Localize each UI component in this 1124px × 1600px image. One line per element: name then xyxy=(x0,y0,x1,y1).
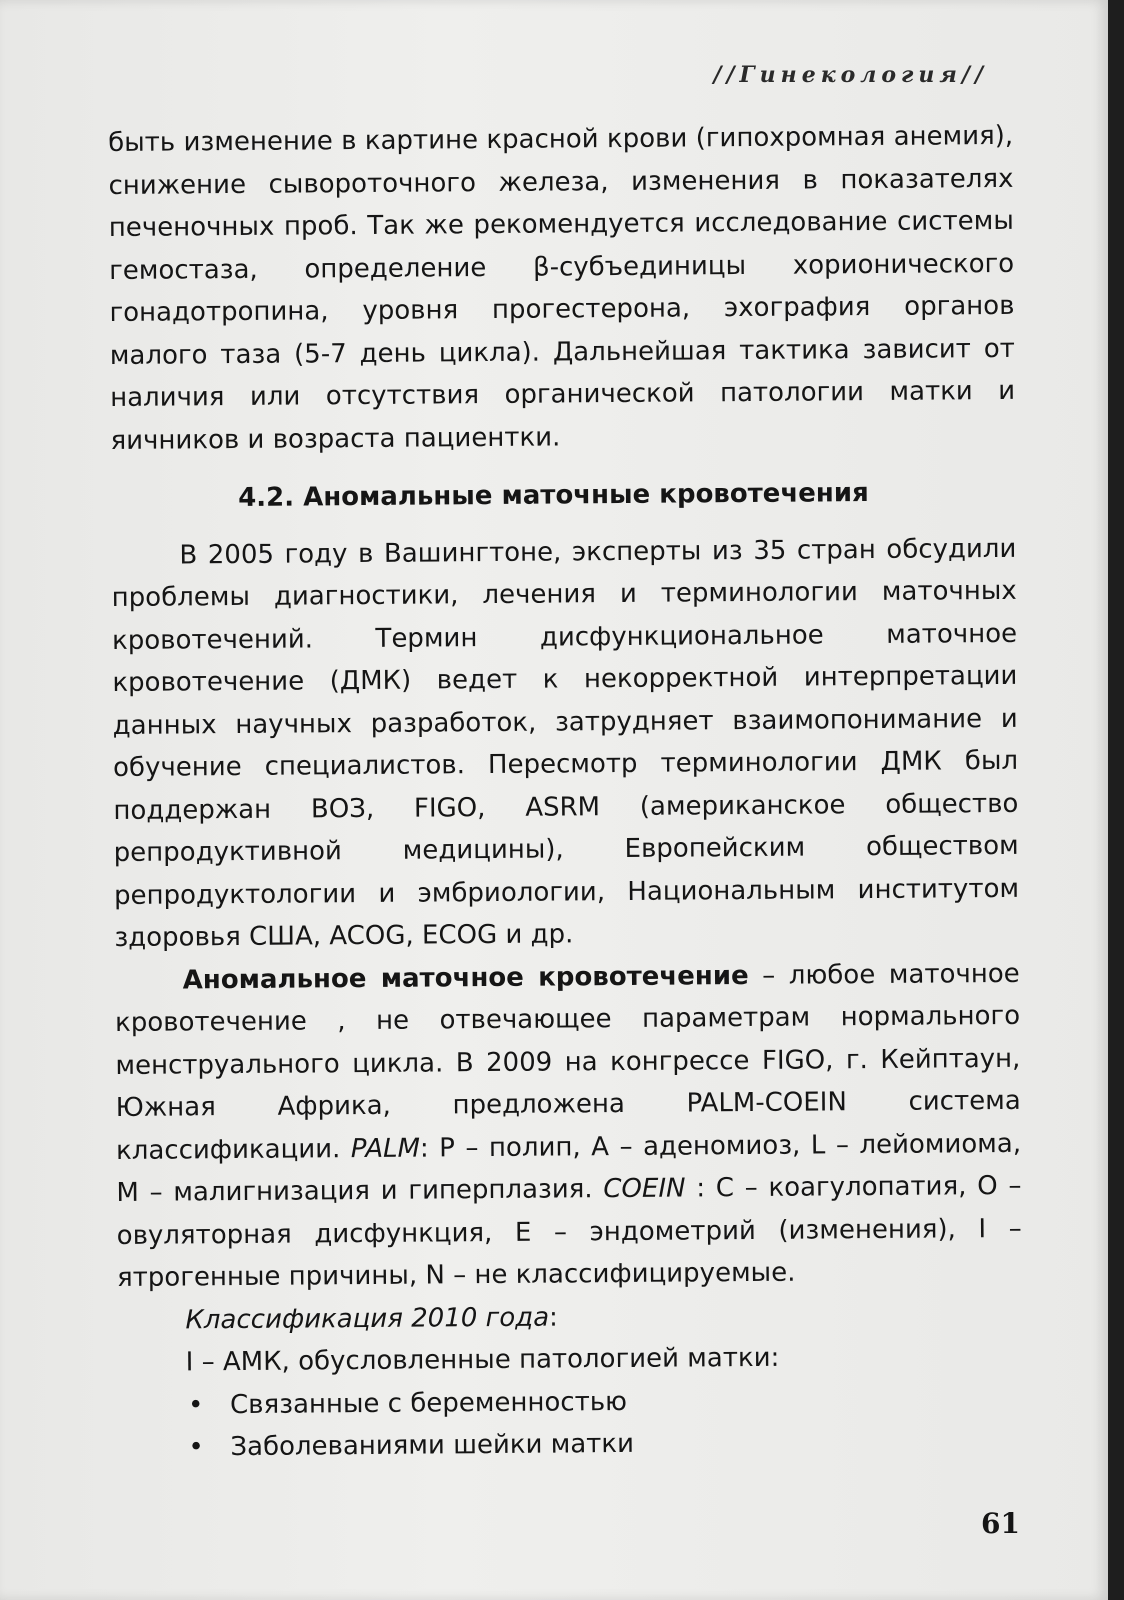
classification-title xyxy=(117,1292,1022,1342)
palm-text: : P – полип, A – аденомиоз, L – лейомиома, M – малигнизация и гиперплазия. xyxy=(116,1128,1022,1208)
definition-term: Аномальное маточное кровотечение xyxy=(182,960,749,995)
coein-label: COEIN xyxy=(603,1173,686,1205)
classification-title-text: Классификация 2010 года xyxy=(185,1302,550,1335)
definition-text: – любое маточное кровотечение , не отвечающее параметрам нормального менструального цикла. В 2009 на конгрессе FIGO, г. Кейптаун, Южная Африка, предложена PALM-COEIN система классификации. xyxy=(114,958,1021,1166)
list-item-text: Связанные с беременностью xyxy=(229,1386,628,1420)
bullet-icon: • xyxy=(187,1389,204,1420)
palm-label: PALM xyxy=(350,1133,421,1164)
page-content xyxy=(108,115,1024,1470)
classification-level-one: I – АМК, обусловленные патологией матки: xyxy=(185,1342,780,1378)
bullet-icon: • xyxy=(188,1432,204,1463)
intro-paragraph: быть изменение в картине красной крови (гипохромная анемия), снижение сывороточного железа, изменения в показателях печеночных проб. Так же рекомендуется исследование системы гемостаза, определение β-субъединицы хорионического гонадотропина, уровня прогестерона, эхография органов малого таза (5-7 день цикла). Дальнейшая тактика зависит от наличия или отсутствия органической патологии матки и яичников и возраста пациентки. xyxy=(108,120,1016,456)
definition-paragraph xyxy=(115,952,1023,1299)
list-item-text: Заболеваниями шейки матки xyxy=(230,1428,635,1463)
history-paragraph: В 2005 году в Вашингтоне, эксперты из 35 стран обсудили проблемы диагностики, лечения и терминологии маточных кровотечений. Термин дисфункциональное маточное кровотечение (ДМК) ведет к некорректной интерпретации данных научных разработок, затрудняет взаимопонимание и обучение специалистов. Пересмотр терминологии ДМК был поддержан ВОЗ, FIGO, ASRM (американское общество репродуктивной медицины), Европейским обществом репродуктологии и эмбриологии, Национальным институтом здоровья США, ACOG, ECOG и др. xyxy=(111,533,1020,953)
bullet-list xyxy=(118,1377,1024,1469)
classification-colon: : xyxy=(548,1302,558,1333)
coein-text: : C – коагулопатия, O – овуляторная дисфункция, E – эндометрий (изменения), I – ятрогенные причины, N – не классифицируемые. xyxy=(116,1170,1022,1293)
running-header: //Гинекология// xyxy=(713,62,988,88)
section-heading: 4.2. Аномальные маточные кровотечения xyxy=(238,478,869,513)
page-number: 61 xyxy=(981,1507,1020,1540)
list-item xyxy=(118,1377,1023,1427)
list-item xyxy=(118,1420,1023,1470)
